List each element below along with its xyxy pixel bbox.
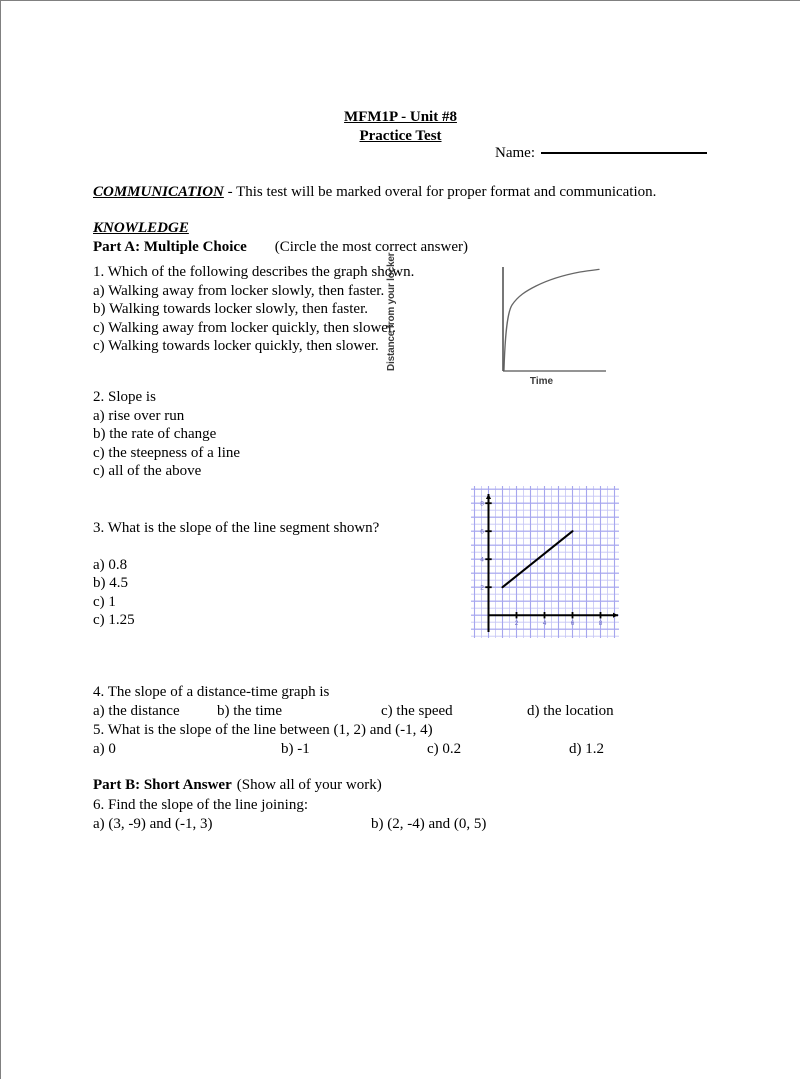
curve-plot <box>474 263 609 385</box>
question-5-option-c[interactable]: c) 0.2 <box>427 740 462 757</box>
name-label: Name: <box>495 145 535 161</box>
svg-text:6: 6 <box>480 528 484 536</box>
question-1-option-a[interactable]: a) Walking away from locker slowly, then faster. <box>93 282 385 299</box>
part-a-note: (Circle the most correct answer) <box>274 239 468 255</box>
communication-heading: COMMUNICATION <box>93 184 224 200</box>
question-6-stem: 6. Find the slope of the line joining: <box>93 797 308 813</box>
question-4-options <box>93 702 614 721</box>
title-line-2: Practice Test <box>359 128 442 144</box>
question-5-option-a[interactable]: a) 0 <box>93 740 116 757</box>
question-2-option-d[interactable]: c) all of the above <box>93 463 202 479</box>
part-a-label: Part A: Multiple Choice <box>93 239 247 255</box>
part-b-label: Part B: Short Answer <box>93 777 232 793</box>
question-2-option-b[interactable]: b) the rate of change <box>93 426 217 442</box>
svg-text:2: 2 <box>514 620 519 627</box>
question-5 <box>93 721 604 759</box>
question-2-option-c[interactable]: c) the steepness of a line <box>93 444 241 461</box>
question-1-stem: 1. Which of the following describes the graph shown. <box>93 264 415 280</box>
question-5-option-d[interactable]: d) 1.2 <box>569 740 604 757</box>
svg-text:4: 4 <box>480 556 484 564</box>
question-2 <box>93 388 240 481</box>
question-3-spacer <box>93 538 379 556</box>
question-5-stem: 5. What is the slope of the line between (1, 2) and (-1, 4) <box>93 722 433 738</box>
part-a-header <box>93 239 468 256</box>
knowledge-heading: KNOWLEDGE <box>93 220 189 236</box>
question-3-option-b[interactable]: b) 4.5 <box>93 575 128 591</box>
document-title <box>1 108 800 146</box>
question-1 <box>93 263 414 356</box>
question-3 <box>93 519 379 630</box>
question-6-option-a[interactable]: a) (3, -9) and (-1, 3) <box>93 815 213 832</box>
question-3-stem: 3. What is the slope of the line segment shown? <box>93 520 380 536</box>
question-4-option-c[interactable]: c) the speed <box>381 702 453 719</box>
part-b-header <box>93 777 382 794</box>
question-1-option-c[interactable]: c) Walking away from locker quickly, then slower. <box>93 319 396 336</box>
name-field-row <box>495 145 707 162</box>
question-6 <box>93 796 487 834</box>
question-3-option-d[interactable]: c) 1.25 <box>93 612 135 628</box>
question-3-option-a[interactable]: a) 0.8 <box>93 556 128 573</box>
name-write-in-line[interactable] <box>541 152 707 154</box>
question-5-option-b[interactable]: b) -1 <box>281 740 310 757</box>
question-1-option-b[interactable]: b) Walking towards locker slowly, then faster. <box>93 301 368 317</box>
question-4-option-a[interactable]: a) the distance <box>93 702 180 719</box>
svg-text:8: 8 <box>598 620 603 627</box>
curve-x-axis-label: Time <box>529 376 554 387</box>
figure-distance-time-graph <box>386 252 609 387</box>
question-3-option-c[interactable]: c) 1 <box>93 593 116 610</box>
question-1-option-d[interactable]: c) Walking towards locker quickly, then slower. <box>93 338 379 354</box>
question-4-option-d[interactable]: d) the location <box>527 702 614 719</box>
question-6-option-b[interactable]: b) (2, -4) and (0, 5) <box>371 815 487 832</box>
communication-section <box>93 184 656 201</box>
title-line-1: MFM1P - Unit #8 <box>344 109 457 125</box>
curve-series-distance <box>504 269 599 370</box>
part-b-note: (Show all of your work) <box>236 777 382 793</box>
svg-text:6: 6 <box>570 620 575 627</box>
question-2-option-a[interactable]: a) rise over run <box>93 407 185 424</box>
grid-plot <box>471 486 619 638</box>
svg-text:8: 8 <box>480 500 484 508</box>
svg-text:4: 4 <box>542 620 547 627</box>
question-6-options <box>93 815 487 834</box>
curve-y-axis-label: Distance from your locker <box>386 252 397 371</box>
question-5-options <box>93 740 604 759</box>
question-4 <box>93 683 614 721</box>
figure-line-segment-grid <box>471 486 619 638</box>
question-4-option-b[interactable]: b) the time <box>217 702 282 719</box>
question-4-stem: 4. The slope of a distance-time graph is <box>93 684 330 700</box>
svg-text:2: 2 <box>480 584 484 592</box>
question-2-stem: 2. Slope is <box>93 389 156 405</box>
communication-text: - This test will be marked overal for proper format and communication. <box>223 184 657 200</box>
